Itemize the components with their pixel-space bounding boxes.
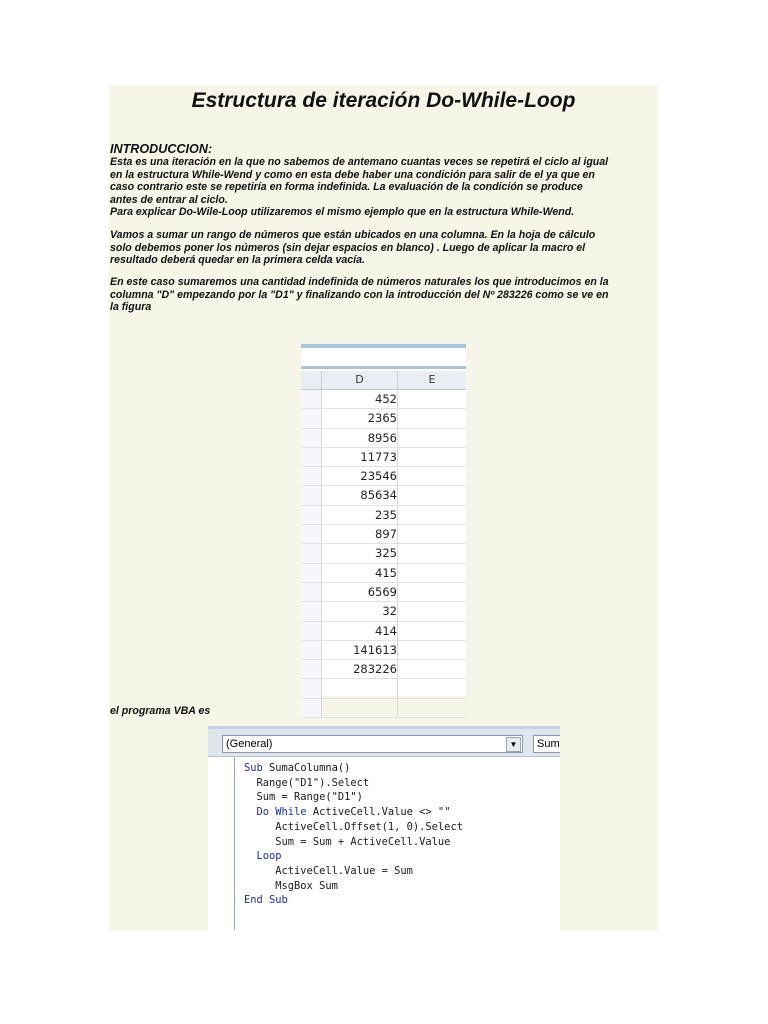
code-keyword: Loop (256, 850, 282, 863)
cell-e[interactable] (398, 641, 466, 659)
sheet-row (301, 467, 466, 486)
intro-heading: INTRODUCCION: (110, 142, 213, 156)
text-line: antes de entrar al ciclo. (110, 193, 228, 206)
code-text: ActiveCell.Value <> "" (306, 806, 451, 819)
sheet-row (301, 390, 466, 409)
sum-explanation-paragraph (110, 229, 658, 267)
procedure-dropdown[interactable] (533, 735, 560, 753)
code-keyword: End Sub (244, 894, 288, 907)
cell-e[interactable] (398, 506, 466, 524)
code-text (244, 806, 257, 818)
code-text (244, 850, 257, 862)
sheet-row (301, 448, 466, 467)
row-header (301, 622, 322, 640)
code-line (244, 776, 463, 791)
sheet-row (301, 525, 466, 544)
cell-e[interactable] (398, 544, 466, 562)
sheet-column-header (301, 371, 466, 390)
cell-d[interactable] (322, 679, 398, 697)
cell-e[interactable] (398, 409, 466, 427)
sheet-row (301, 486, 466, 505)
spreadsheet-figure (301, 344, 466, 696)
text-line: caso contrario este se repetiría en forma indefinida. La evaluación de la condición se produce (110, 181, 583, 194)
code-text: MsgBox Sum (244, 879, 338, 892)
column-header-d: D (322, 371, 398, 389)
text-line: Esta es una iteración en la que no sabemos de antemano cuantas veces se repetirá el ciclo al igual (110, 156, 609, 168)
row-header (301, 506, 322, 524)
row-header (301, 641, 322, 659)
sheet-row (301, 564, 466, 583)
row-header (301, 467, 322, 485)
code-area[interactable] (244, 761, 463, 908)
cell-d[interactable]: 2365 (322, 409, 398, 427)
code-line (244, 761, 463, 776)
cell-e[interactable] (398, 660, 466, 678)
cell-e[interactable] (398, 525, 466, 543)
text-line: la figura (110, 301, 152, 314)
cell-d[interactable]: 23546 (322, 467, 398, 485)
code-text: ActiveCell.Offset(1, 0).Select (244, 820, 463, 833)
code-line (244, 820, 463, 835)
code-keyword: Do While (256, 806, 307, 819)
code-line (244, 835, 463, 850)
intro-section (110, 142, 658, 219)
text-line: en la estructura While-Wend y como en esta debe haber una condición para salir de el ya que en (110, 168, 595, 181)
row-header (301, 448, 322, 466)
cell-d[interactable]: 415 (322, 564, 398, 582)
row-header (301, 525, 322, 543)
cell-e[interactable] (398, 429, 466, 447)
procedure-dropdown-value: Sum (537, 738, 560, 750)
row-header (301, 699, 322, 717)
code-line (244, 864, 463, 879)
cell-e[interactable] (398, 583, 466, 601)
cell-d[interactable]: 283226 (322, 660, 398, 678)
row-header (301, 486, 322, 504)
object-dropdown-value: (General) (226, 738, 273, 750)
sheet-row (301, 602, 466, 621)
row-header (301, 660, 322, 678)
code-text: Sum = Range("D1") (244, 791, 363, 804)
editor-toolbar-border (208, 726, 560, 729)
cell-d[interactable]: 325 (322, 544, 398, 562)
document-page (109, 86, 658, 930)
cell-d[interactable]: 6569 (322, 583, 398, 601)
cell-d[interactable]: 235 (322, 506, 398, 524)
cell-e[interactable] (398, 390, 466, 408)
code-text: Sum = Sum + ActiveCell.Value (244, 835, 451, 848)
column-header-e: E (428, 373, 436, 386)
cell-e[interactable] (398, 679, 466, 697)
cell-d[interactable]: 32 (322, 602, 398, 620)
row-header (301, 679, 322, 697)
sheet-row (301, 409, 466, 428)
cell-d[interactable]: 8956 (322, 429, 398, 447)
cell-d[interactable]: 85634 (322, 486, 398, 504)
dropdown-arrow-icon[interactable]: ▼ (506, 737, 521, 752)
cell-e[interactable] (398, 602, 466, 620)
text-line: solo debemos poner los números (sin dejar espacios en blanco) . Luego de aplicar la macro el (110, 241, 586, 254)
sheet-row (301, 506, 466, 525)
text-line: Para explicar Do-Wile-Loop utilizaremos el mismo ejemplo que en la estructura While-Wend. (110, 206, 575, 219)
select-all-corner (301, 371, 322, 389)
cell-e[interactable] (398, 564, 466, 582)
row-header (301, 390, 322, 408)
row-header (301, 583, 322, 601)
vba-caption: el programa VBA es (110, 705, 211, 717)
cell-e[interactable] (398, 622, 466, 640)
cell-e[interactable] (398, 448, 466, 466)
sheet-row (301, 660, 466, 679)
text-line: Vamos a sumar un rango de números que están ubicados en una columna. En la hoja de cálculo (110, 229, 596, 241)
text-line: resultado deberá quedar en la primera celda vacía. (110, 254, 365, 267)
code-line (244, 849, 463, 864)
code-line (244, 893, 463, 908)
sheet-row (301, 679, 466, 698)
intro-paragraph (110, 156, 658, 219)
cell-e[interactable] (398, 699, 466, 717)
cell-d[interactable]: 452 (322, 390, 398, 408)
object-dropdown[interactable] (222, 735, 523, 753)
code-keyword: Sub (244, 762, 263, 774)
sheet-row (301, 544, 466, 563)
sheet-row (301, 699, 466, 718)
code-line (244, 805, 463, 820)
cell-e[interactable] (398, 486, 466, 504)
cell-d[interactable]: 141613 (322, 641, 398, 659)
code-text: SumaColumna() (262, 762, 351, 774)
sheet-rows (301, 390, 466, 718)
code-line (244, 790, 463, 805)
sheet-row (301, 583, 466, 602)
cell-d[interactable]: 11773 (322, 448, 398, 466)
text-line: columna "D" empezando por la "D1" y finalizando con la introducción del Nº 283226 como se ve en (110, 288, 609, 301)
sheet-formula-border (301, 366, 466, 369)
vba-editor-figure (208, 726, 560, 930)
editor-margin (208, 757, 235, 930)
text-line: En este caso sumaremos una cantidad indefinida de números naturales los que introducimos en la (110, 276, 609, 288)
cell-d[interactable]: 897 (322, 525, 398, 543)
sheet-formula-border (301, 344, 466, 348)
row-header (301, 409, 322, 427)
document-title: Estructura de iteración Do-While-Loop (191, 89, 576, 112)
code-text: ActiveCell.Value = Sum (244, 864, 413, 877)
example-paragraph (110, 276, 658, 314)
cell-e[interactable] (398, 467, 466, 485)
row-header (301, 544, 322, 562)
row-header (301, 602, 322, 620)
row-header (301, 564, 322, 582)
code-text: Range("D1").Select (244, 776, 370, 789)
sheet-row (301, 622, 466, 641)
cell-d[interactable] (322, 699, 398, 717)
row-header (301, 429, 322, 447)
editor-toolbar (208, 726, 560, 757)
sheet-row (301, 429, 466, 448)
cell-d[interactable]: 414 (322, 622, 398, 640)
sheet-row (301, 641, 466, 660)
code-line (244, 879, 463, 894)
